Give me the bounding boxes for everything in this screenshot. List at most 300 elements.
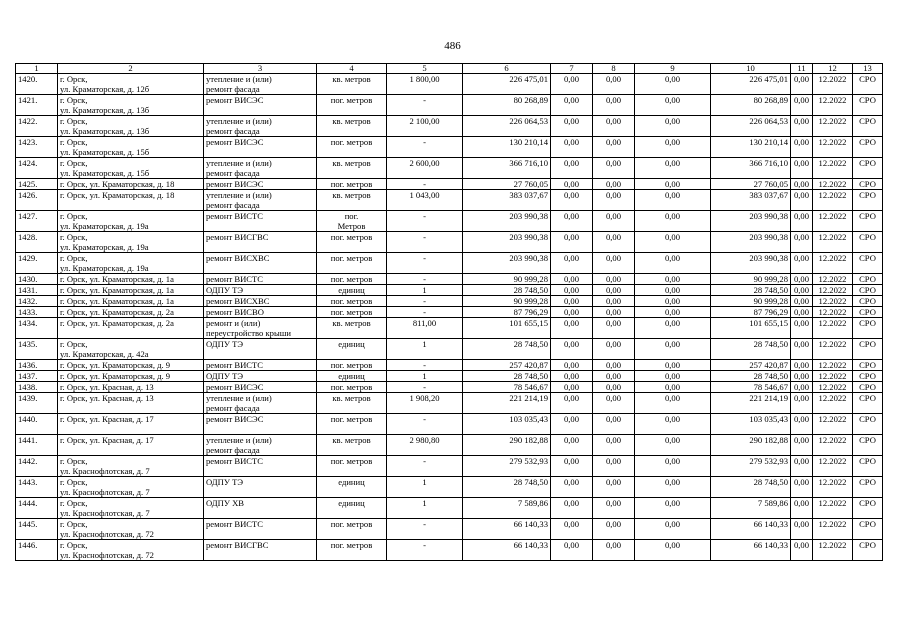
address-cell [58, 540, 204, 561]
table-row [16, 116, 883, 137]
col11-cell: 90 999,28 [711, 274, 791, 285]
address-cell-line: г. Орск, ул. Красная, д. 17 [60, 414, 154, 424]
unit-cell [317, 339, 387, 360]
method-cell: СРО [853, 435, 883, 456]
col-header: 4 [317, 64, 387, 74]
table-row [16, 339, 883, 360]
method-cell: СРО [853, 74, 883, 95]
register-table [15, 63, 883, 561]
col-header: 2 [58, 64, 204, 74]
quantity-cell: - [387, 274, 463, 285]
address-cell [58, 211, 204, 232]
col11-cell: 101 655,15 [711, 318, 791, 339]
quantity-cell: 811,00 [387, 318, 463, 339]
col10-cell: 0,00 [635, 179, 711, 190]
col10-cell: 0,00 [635, 137, 711, 158]
total-cost-cell: 226 064,53 [463, 116, 551, 137]
col9-cell: 0,00 [593, 116, 635, 137]
unit-cell-line: пог. метров [330, 456, 373, 466]
address-cell-line: ул. Краснофлотская, д. 7 [60, 487, 150, 497]
table-row [16, 137, 883, 158]
work-type-cell [204, 95, 317, 116]
total-cost-cell: 90 999,28 [463, 274, 551, 285]
method-cell: СРО [853, 158, 883, 179]
col-header: 9 [635, 64, 711, 74]
col9-cell: 0,00 [593, 253, 635, 274]
col11-cell: 130 210,14 [711, 137, 791, 158]
method-cell: СРО [853, 95, 883, 116]
method-cell: СРО [853, 414, 883, 435]
address-cell-line: г. Орск, [60, 116, 88, 126]
work-type-cell-line: ремонт ВИСЭС [206, 137, 264, 147]
col8-cell: 0,00 [551, 232, 593, 253]
col9-cell: 0,00 [593, 179, 635, 190]
address-cell-line: г. Орск, ул. Краматорская, д. 18 [60, 190, 175, 200]
unit-cell-line: единиц [338, 371, 365, 381]
work-type-cell-line: ремонт ВИСВО [206, 307, 264, 317]
row-number: 1429. [16, 253, 58, 274]
work-type-cell [204, 74, 317, 95]
address-cell [58, 393, 204, 414]
address-cell-line: г. Орск, ул. Краматорская, д. 2а [60, 318, 174, 328]
unit-cell [317, 190, 387, 211]
row-number: 1440. [16, 414, 58, 435]
col11-cell: 28 748,50 [711, 339, 791, 360]
address-cell-line: ул. Краматорская, д. 13б [60, 105, 150, 115]
table-row [16, 540, 883, 561]
col8-cell: 0,00 [551, 285, 593, 296]
col11-cell: 66 140,33 [711, 540, 791, 561]
deadline-cell: 12.2022 [813, 477, 853, 498]
row-number: 1425. [16, 179, 58, 190]
work-type-cell [204, 371, 317, 382]
work-type-cell-line: ремонт ВИСЭС [206, 414, 264, 424]
col12-cell: 0,00 [791, 158, 813, 179]
deadline-cell: 12.2022 [813, 211, 853, 232]
total-cost-cell: 257 420,87 [463, 360, 551, 371]
work-type-cell-line: ремонт ВИСТС [206, 360, 264, 370]
work-type-cell-line: утепление и (или) [206, 435, 272, 445]
unit-cell [317, 371, 387, 382]
address-cell-line: г. Орск, ул. Краматорская, д. 1а [60, 274, 174, 284]
work-type-cell-line: ремонт фасада [206, 403, 260, 413]
address-cell-line: ул. Краматорская, д. 19а [60, 242, 149, 252]
total-cost-cell: 130 210,14 [463, 137, 551, 158]
col9-cell: 0,00 [593, 211, 635, 232]
col8-cell: 0,00 [551, 253, 593, 274]
col8-cell: 0,00 [551, 211, 593, 232]
address-cell [58, 296, 204, 307]
address-cell [58, 318, 204, 339]
unit-cell [317, 74, 387, 95]
col12-cell: 0,00 [791, 296, 813, 307]
quantity-cell: 1 [387, 498, 463, 519]
col10-cell: 0,00 [635, 190, 711, 211]
work-type-cell-line: ремонт фасада [206, 200, 260, 210]
unit-cell-line: пог. метров [330, 95, 373, 105]
total-cost-cell: 7 589,86 [463, 498, 551, 519]
col12-cell: 0,00 [791, 371, 813, 382]
address-cell [58, 414, 204, 435]
unit-cell-line: пог. метров [330, 274, 373, 284]
address-cell [58, 339, 204, 360]
col-header: 12 [813, 64, 853, 74]
address-cell-line: ул. Краснофлотская, д. 72 [60, 529, 154, 539]
method-cell: СРО [853, 382, 883, 393]
unit-cell-line: пог. метров [330, 360, 373, 370]
unit-cell [317, 435, 387, 456]
deadline-cell: 12.2022 [813, 307, 853, 318]
col-header: 8 [593, 64, 635, 74]
unit-cell-line: пог. метров [330, 296, 373, 306]
address-cell-line [60, 424, 201, 434]
address-cell [58, 519, 204, 540]
address-cell [58, 116, 204, 137]
unit-cell-line: кв. метров [332, 393, 371, 403]
address-cell-line: г. Орск, [60, 498, 88, 508]
col8-cell: 0,00 [551, 519, 593, 540]
address-cell [58, 360, 204, 371]
unit-cell-line: единиц [338, 498, 365, 508]
method-cell: СРО [853, 339, 883, 360]
work-type-cell [204, 116, 317, 137]
address-cell [58, 253, 204, 274]
unit-cell [317, 253, 387, 274]
unit-cell [317, 498, 387, 519]
unit-cell [317, 274, 387, 285]
header-row [16, 64, 883, 74]
col12-cell: 0,00 [791, 360, 813, 371]
col10-cell: 0,00 [635, 232, 711, 253]
unit-cell-line: пог. метров [330, 179, 373, 189]
table-row [16, 371, 883, 382]
quantity-cell: 1 908,20 [387, 393, 463, 414]
work-type-cell [204, 211, 317, 232]
method-cell: СРО [853, 274, 883, 285]
work-type-cell-line: утепление и (или) [206, 190, 272, 200]
deadline-cell: 12.2022 [813, 179, 853, 190]
quantity-cell: - [387, 456, 463, 477]
address-cell [58, 498, 204, 519]
col10-cell: 0,00 [635, 339, 711, 360]
work-type-cell [204, 382, 317, 393]
col9-cell: 0,00 [593, 435, 635, 456]
address-cell-line: г. Орск, ул. Краматорская, д. 9 [60, 371, 171, 381]
col8-cell: 0,00 [551, 95, 593, 116]
total-cost-cell: 203 990,38 [463, 253, 551, 274]
work-type-cell-line: утепление и (или) [206, 74, 272, 84]
col10-cell: 0,00 [635, 158, 711, 179]
col10-cell: 0,00 [635, 519, 711, 540]
table-row [16, 232, 883, 253]
col9-cell: 0,00 [593, 285, 635, 296]
deadline-cell: 12.2022 [813, 116, 853, 137]
col9-cell: 0,00 [593, 540, 635, 561]
col12-cell: 0,00 [791, 116, 813, 137]
unit-cell-line: пог. метров [330, 253, 373, 263]
col10-cell: 0,00 [635, 414, 711, 435]
work-type-cell-line: ремонт ВИСТС [206, 456, 264, 466]
unit-cell [317, 116, 387, 137]
work-type-cell [204, 498, 317, 519]
quantity-cell: - [387, 179, 463, 190]
col11-cell: 203 990,38 [711, 253, 791, 274]
address-cell [58, 95, 204, 116]
col12-cell: 0,00 [791, 339, 813, 360]
col12-cell: 0,00 [791, 414, 813, 435]
table-row [16, 179, 883, 190]
address-cell [58, 158, 204, 179]
row-number: 1436. [16, 360, 58, 371]
table-row [16, 253, 883, 274]
address-cell-line: г. Орск, [60, 95, 88, 105]
page-number: 486 [444, 40, 461, 52]
col9-cell: 0,00 [593, 382, 635, 393]
deadline-cell: 12.2022 [813, 74, 853, 95]
row-number: 1421. [16, 95, 58, 116]
col9-cell: 0,00 [593, 158, 635, 179]
col11-cell: 203 990,38 [711, 232, 791, 253]
unit-cell [317, 232, 387, 253]
quantity-cell: - [387, 137, 463, 158]
total-cost-cell: 226 475,01 [463, 74, 551, 95]
total-cost-cell: 87 796,29 [463, 307, 551, 318]
deadline-cell: 12.2022 [813, 190, 853, 211]
col10-cell: 0,00 [635, 360, 711, 371]
col12-cell: 0,00 [791, 519, 813, 540]
work-type-cell-line: ОДПУ ТЭ [206, 477, 244, 487]
method-cell: СРО [853, 211, 883, 232]
deadline-cell: 12.2022 [813, 540, 853, 561]
unit-cell-line: кв. метров [332, 116, 371, 126]
col10-cell: 0,00 [635, 382, 711, 393]
method-cell: СРО [853, 519, 883, 540]
unit-cell [317, 307, 387, 318]
deadline-cell: 12.2022 [813, 339, 853, 360]
work-type-cell [204, 190, 317, 211]
col11-cell: 226 475,01 [711, 74, 791, 95]
table-row [16, 456, 883, 477]
unit-cell-line: пог. метров [330, 232, 373, 242]
col11-cell: 90 999,28 [711, 296, 791, 307]
unit-cell-line: Метров [337, 221, 366, 231]
work-type-cell-line: утепление и (или) [206, 116, 272, 126]
method-cell: СРО [853, 477, 883, 498]
work-type-cell-line: ремонт ВИСХВС [206, 253, 270, 263]
unit-cell-line: кв. метров [332, 158, 371, 168]
unit-cell-line: пог. метров [330, 414, 373, 424]
unit-cell [317, 179, 387, 190]
row-number: 1428. [16, 232, 58, 253]
address-cell-line: г. Орск, ул. Краматорская, д. 2а [60, 307, 174, 317]
table-row [16, 274, 883, 285]
address-cell-line: ул. Краматорская, д. 19а [60, 263, 149, 273]
col9-cell: 0,00 [593, 393, 635, 414]
address-cell [58, 74, 204, 95]
col11-cell: 78 546,67 [711, 382, 791, 393]
unit-cell-line: единиц [338, 477, 365, 487]
work-type-cell-line: ремонт ВИСХВС [206, 296, 270, 306]
method-cell: СРО [853, 285, 883, 296]
method-cell: СРО [853, 116, 883, 137]
col9-cell: 0,00 [593, 274, 635, 285]
address-cell [58, 435, 204, 456]
quantity-cell: 1 [387, 285, 463, 296]
col8-cell: 0,00 [551, 296, 593, 307]
col-header: 10 [711, 64, 791, 74]
col-header: 3 [204, 64, 317, 74]
col9-cell: 0,00 [593, 296, 635, 307]
work-type-cell-line: ремонт фасада [206, 168, 260, 178]
col10-cell: 0,00 [635, 253, 711, 274]
work-type-cell [204, 435, 317, 456]
total-cost-cell: 90 999,28 [463, 296, 551, 307]
work-type-cell [204, 137, 317, 158]
address-cell-line: г. Орск, ул. Краматорская, д. 18 [60, 179, 175, 189]
deadline-cell: 12.2022 [813, 382, 853, 393]
col8-cell: 0,00 [551, 74, 593, 95]
unit-cell-line: единиц [338, 285, 365, 295]
col9-cell: 0,00 [593, 137, 635, 158]
row-number: 1446. [16, 540, 58, 561]
deadline-cell: 12.2022 [813, 414, 853, 435]
row-number: 1423. [16, 137, 58, 158]
work-type-cell-line: ремонт фасада [206, 84, 260, 94]
work-type-cell-line: ремонт ВИСТС [206, 274, 264, 284]
col10-cell: 0,00 [635, 274, 711, 285]
col9-cell: 0,00 [593, 519, 635, 540]
address-cell-line: г. Орск, [60, 232, 88, 242]
col8-cell: 0,00 [551, 393, 593, 414]
col12-cell: 0,00 [791, 274, 813, 285]
unit-cell [317, 540, 387, 561]
row-number: 1427. [16, 211, 58, 232]
total-cost-cell: 203 990,38 [463, 211, 551, 232]
quantity-cell: 2 600,00 [387, 158, 463, 179]
work-type-cell-line: ОДПУ ТЭ [206, 285, 244, 295]
method-cell: СРО [853, 137, 883, 158]
total-cost-cell: 28 748,50 [463, 477, 551, 498]
address-cell-line: г. Орск, [60, 74, 88, 84]
deadline-cell: 12.2022 [813, 498, 853, 519]
table-row [16, 477, 883, 498]
deadline-cell: 12.2022 [813, 137, 853, 158]
deadline-cell: 12.2022 [813, 435, 853, 456]
col11-cell: 80 268,89 [711, 95, 791, 116]
total-cost-cell: 103 035,43 [463, 414, 551, 435]
row-number: 1431. [16, 285, 58, 296]
address-cell-line: ул. Краматорская, д. 42а [60, 349, 149, 359]
unit-cell-line: единиц [338, 339, 365, 349]
col8-cell: 0,00 [551, 414, 593, 435]
address-cell [58, 232, 204, 253]
col9-cell: 0,00 [593, 307, 635, 318]
address-cell-line: г. Орск, [60, 137, 88, 147]
address-cell-line: г. Орск, [60, 211, 88, 221]
quantity-cell: - [387, 253, 463, 274]
row-number: 1441. [16, 435, 58, 456]
row-number: 1430. [16, 274, 58, 285]
work-type-cell [204, 540, 317, 561]
quantity-cell: - [387, 519, 463, 540]
col9-cell: 0,00 [593, 360, 635, 371]
col10-cell: 0,00 [635, 540, 711, 561]
deadline-cell: 12.2022 [813, 519, 853, 540]
total-cost-cell: 203 990,38 [463, 232, 551, 253]
col8-cell: 0,00 [551, 456, 593, 477]
work-type-cell [204, 307, 317, 318]
quantity-cell: 2 980,80 [387, 435, 463, 456]
unit-cell [317, 137, 387, 158]
unit-cell [317, 360, 387, 371]
table-row [16, 211, 883, 232]
quantity-cell: 1 [387, 371, 463, 382]
col11-cell: 28 748,50 [711, 477, 791, 498]
row-number: 1433. [16, 307, 58, 318]
col12-cell: 0,00 [791, 318, 813, 339]
col11-cell: 27 760,05 [711, 179, 791, 190]
col9-cell: 0,00 [593, 414, 635, 435]
col11-cell: 279 532,93 [711, 456, 791, 477]
deadline-cell: 12.2022 [813, 393, 853, 414]
work-type-cell [204, 477, 317, 498]
address-cell-line: г. Орск, [60, 519, 88, 529]
deadline-cell: 12.2022 [813, 95, 853, 116]
address-cell-line: ул. Краматорская, д. 15б [60, 168, 150, 178]
address-cell-line: г. Орск, [60, 456, 88, 466]
address-cell [58, 456, 204, 477]
row-number: 1424. [16, 158, 58, 179]
col10-cell: 0,00 [635, 116, 711, 137]
col11-cell: 28 748,50 [711, 285, 791, 296]
work-type-cell [204, 296, 317, 307]
work-type-cell-line: ОДПУ ТЭ [206, 339, 244, 349]
col10-cell: 0,00 [635, 456, 711, 477]
unit-cell-line: пог. метров [330, 519, 373, 529]
quantity-cell: - [387, 540, 463, 561]
col12-cell: 0,00 [791, 498, 813, 519]
col12-cell: 0,00 [791, 179, 813, 190]
method-cell: СРО [853, 232, 883, 253]
work-type-cell-line: ремонт ВИСГВС [206, 540, 269, 550]
work-type-cell-line: ремонт фасада [206, 445, 260, 455]
col10-cell: 0,00 [635, 296, 711, 307]
address-cell [58, 137, 204, 158]
unit-cell [317, 285, 387, 296]
col-header: 11 [791, 64, 813, 74]
address-cell [58, 477, 204, 498]
table-row [16, 296, 883, 307]
work-type-cell [204, 360, 317, 371]
col10-cell: 0,00 [635, 498, 711, 519]
address-cell-line: г. Орск, [60, 253, 88, 263]
col-header: 13 [853, 64, 883, 74]
col8-cell: 0,00 [551, 179, 593, 190]
unit-cell [317, 158, 387, 179]
table-row [16, 393, 883, 414]
work-type-cell-line: ОДПУ ТЭ [206, 371, 244, 381]
address-cell [58, 274, 204, 285]
row-number: 1432. [16, 296, 58, 307]
col11-cell: 103 035,43 [711, 414, 791, 435]
work-type-cell-line: ремонт и (или) [206, 318, 261, 328]
table-row [16, 285, 883, 296]
col-header: 6 [463, 64, 551, 74]
deadline-cell: 12.2022 [813, 371, 853, 382]
address-cell [58, 382, 204, 393]
col11-cell: 383 037,67 [711, 190, 791, 211]
deadline-cell: 12.2022 [813, 253, 853, 274]
